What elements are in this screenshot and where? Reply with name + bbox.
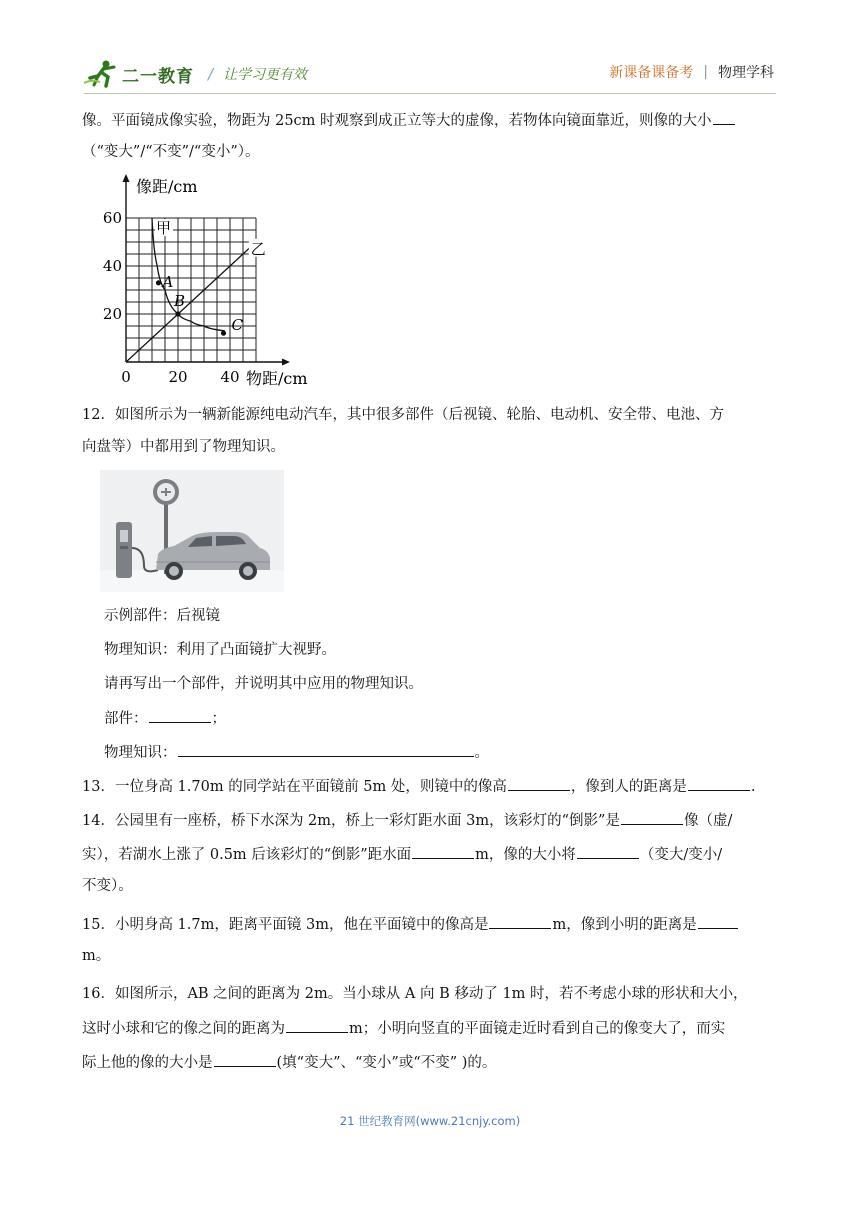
q16-line1: 16．如图所示，AB 之间的距离为 2m。当小球从 A 向 B 移动了 1m 时，若不考虑小球的形状和大小， bbox=[82, 986, 748, 1002]
q14-line2: 实），若湖水上涨了 0.5m 后该彩灯的“倒影”距水面 m，像的大小将 （变大/变小/ bbox=[82, 844, 782, 865]
q12-part-line: 部件： ； bbox=[104, 708, 804, 729]
q12-part-blank[interactable] bbox=[149, 708, 211, 723]
header-subject bbox=[609, 62, 774, 82]
q11-line2: （“变大”/“不变”/“变小”）。 bbox=[82, 144, 260, 160]
data-point-b bbox=[175, 311, 180, 316]
q12-example-part: 示例部件：后视镜 bbox=[104, 608, 220, 624]
logo-text: 二一教育 bbox=[122, 66, 194, 87]
data-point-label-c: C bbox=[231, 316, 243, 335]
header-divider bbox=[84, 93, 776, 94]
x-tick-label: 0 bbox=[121, 368, 131, 386]
header-slash: / bbox=[208, 65, 214, 83]
ev-charging-picture bbox=[100, 470, 284, 592]
q11-blank[interactable] bbox=[713, 110, 735, 125]
q11-line1: 像。平面镜成像实验，物距为 25cm 时观察到成正立等大的虚像，若物体向镜面靠近，则像的大小 bbox=[82, 110, 782, 131]
series-label-jia: 甲 bbox=[156, 219, 172, 237]
q14-blank-3[interactable] bbox=[577, 844, 639, 859]
x-tick-label: 20 bbox=[168, 368, 188, 386]
q14-line1: 14．公园里有一座桥，桥下水深为 2m，桥上一彩灯距水面 3m，该彩灯的“倒影”是 像（虚/ bbox=[82, 810, 782, 831]
q16-line3: 际上他的像的大小是 (填“变大”、“变小”或“不变” )的。 bbox=[82, 1052, 782, 1073]
y-axis-label: 像距/cm bbox=[136, 177, 198, 196]
q16-blank-1[interactable] bbox=[286, 1018, 348, 1033]
q12-instruction: 请再写出一个部件，并说明其中应用的物理知识。 bbox=[104, 676, 423, 692]
image-distance-chart bbox=[95, 172, 360, 394]
header-brand bbox=[84, 58, 307, 90]
q14-blank-2[interactable] bbox=[412, 844, 474, 859]
q12-knowledge-blank[interactable] bbox=[178, 742, 474, 757]
q12-line1: 12．如图所示为一辆新能源纯电动汽车，其中很多部件（后视镜、轮胎、电动机、安全带、电池、方 bbox=[82, 407, 724, 423]
data-point-c bbox=[221, 331, 226, 336]
data-point-label-a: A bbox=[162, 272, 174, 291]
header-slogan: 让学习更有效 bbox=[223, 67, 308, 83]
x-tick-label: 40 bbox=[220, 368, 240, 386]
q14-line3: 不变）。 bbox=[82, 878, 133, 894]
series-label-yi: 乙 bbox=[250, 239, 266, 258]
q13-blank-2[interactable] bbox=[688, 776, 750, 791]
q15-blank-2[interactable] bbox=[698, 914, 738, 929]
q15-blank-1[interactable] bbox=[489, 914, 551, 929]
q15-line2: m。 bbox=[82, 948, 111, 964]
x-axis-arrow-icon bbox=[282, 359, 290, 366]
q13-blank-1[interactable] bbox=[508, 776, 570, 791]
data-point-label-b: B bbox=[174, 292, 186, 310]
footer-source: 21 世纪教育网(www.21cnjy.com) bbox=[339, 1114, 521, 1128]
header-course: 新课备课备考 bbox=[609, 65, 694, 81]
q12-example-knowledge: 物理知识：利用了凸面镜扩大视野。 bbox=[104, 642, 336, 658]
header-subject-name: 物理学科 bbox=[718, 65, 774, 81]
q16-line2: 这时小球和它的像之间的距离为 m；小明向竖直的平面镜走近时看到自己的像变大了，而实 bbox=[82, 1018, 782, 1039]
x-axis-label: 物距/cm bbox=[246, 369, 308, 388]
q12-knowledge-line: 物理知识： 。 bbox=[104, 742, 804, 763]
y-axis-arrow-icon bbox=[123, 174, 130, 182]
data-point-a bbox=[156, 280, 161, 285]
header-separator: | bbox=[703, 64, 708, 80]
q14-blank-1[interactable] bbox=[621, 810, 683, 825]
q15-line1: 15．小明身高 1.7m，距离平面镜 3m，他在平面镜中的像高是 m，像到小明的距离是 bbox=[82, 914, 782, 935]
y-tick-label: 40 bbox=[102, 257, 122, 275]
q16-blank-2[interactable] bbox=[214, 1052, 276, 1067]
runner-logo-icon bbox=[84, 59, 120, 89]
y-tick-label: 60 bbox=[102, 209, 122, 227]
q12-line2: 向盘等）中都用到了物理知识。 bbox=[82, 439, 285, 455]
q13-line: 13．一位身高 1.70m 的同学站在平面镜前 5m 处，则镜中的像高 ，像到人的距离是 . bbox=[82, 776, 782, 797]
y-tick-label: 20 bbox=[102, 305, 122, 323]
